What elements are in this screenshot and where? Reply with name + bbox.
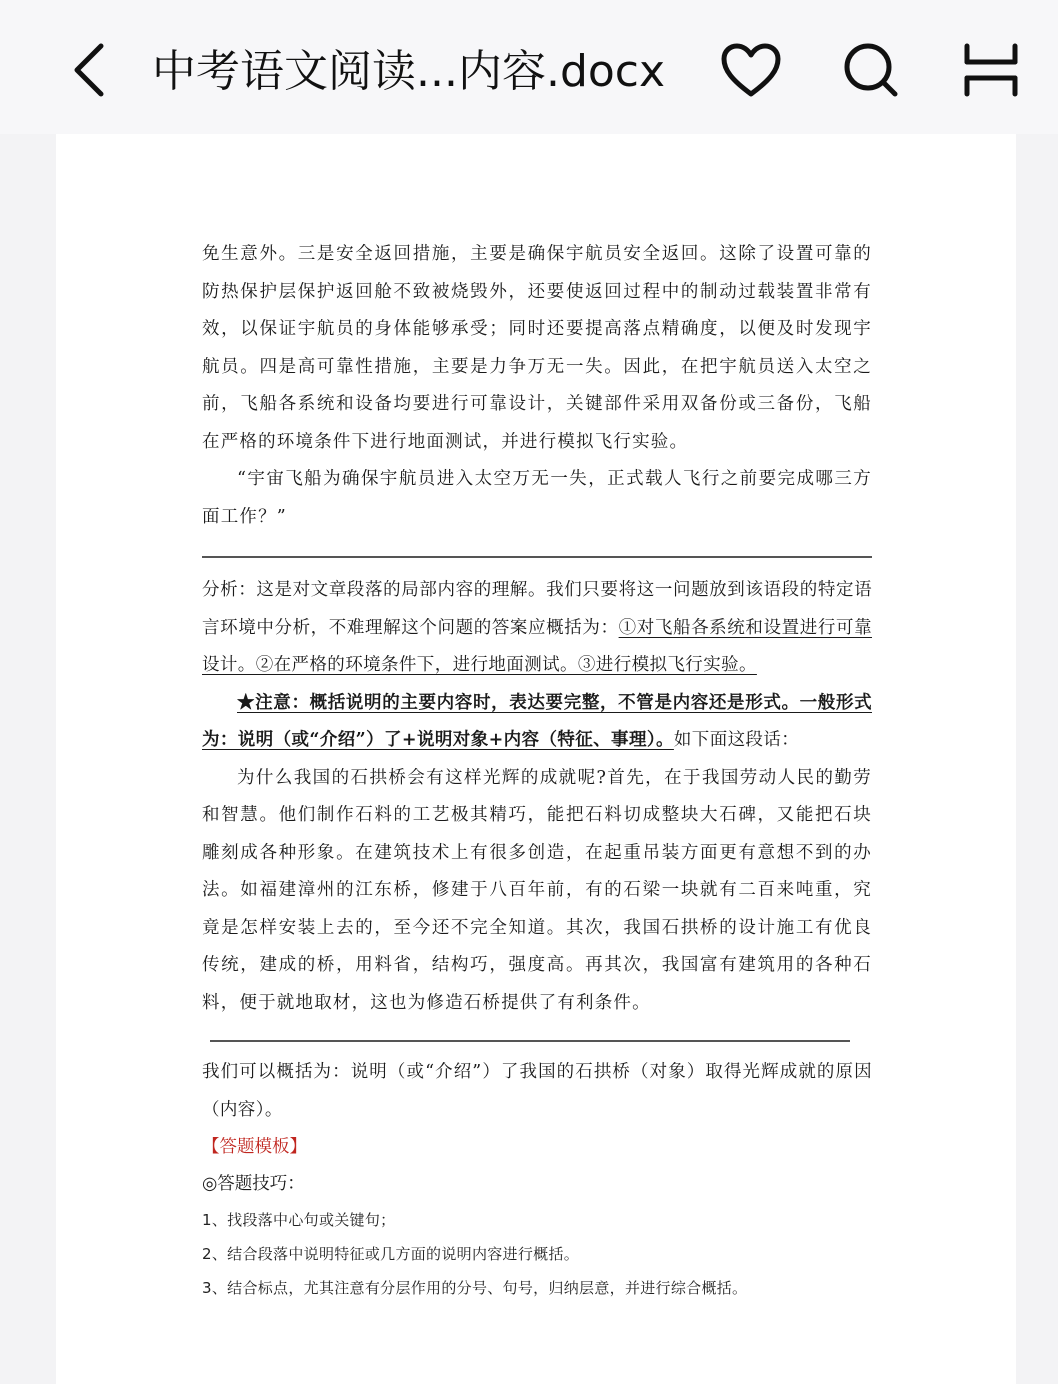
analysis-paragraph: [202, 572, 872, 685]
analysis-lead: 分析：这是对文章段落的局部内容的理解。我们只要将这一问题放到该语段的特定语言环境中分析，不难理解这个问题的答案应概括为：: [202, 580, 872, 638]
document-page: [56, 134, 1016, 1384]
favorite-button[interactable]: [706, 30, 796, 110]
tip-item-2: 2、结合段落中说明特征或几方面的说明内容进行概括。: [202, 1245, 580, 1263]
heart-icon: [720, 42, 782, 98]
search-button[interactable]: [826, 30, 916, 110]
paragraph-stone-bridge: 为什么我国的石拱桥会有这样光辉的成就呢?首先，在于我国劳动人民的勤劳和智慧。他们制作石料的工艺极其精巧，能把石料切成整块大石碑，又能把石块雕刻成各种形象。在建筑技术上有很多创造，在起重吊装方面更有意想不到的办法。如福建漳州的江东桥，修建于八百年前，有的石梁一块就有二百来吨重，究竟是怎样安装上去的，至今还不完全知道。其次，我国石拱桥的设计施工有优良传统，建成的桥，用料省，结构巧，强度高。再其次，我国富有建筑用的各种石料，便于就地取材，这也为修造石桥提供了有利条件。: [202, 767, 872, 1013]
note-paragraph: [202, 685, 872, 760]
document-title: 中考语文阅读...内容.docx: [152, 46, 666, 97]
tip-item-3: 3、结合标点，尤其注意有分层作用的分号、句号，归纳层意，并进行综合概括。: [202, 1279, 748, 1297]
tips-heading: ◎答题技巧：: [202, 1174, 305, 1194]
summary-paragraph: 我们可以概括为：说明（或“介绍”）了我国的石拱桥（对象）取得光辉成就的原因（内容）。: [202, 1062, 872, 1120]
divider-line-2: [210, 1040, 850, 1042]
document-content: [202, 236, 872, 1305]
paragraph-spacecraft-measures: 免生意外。三是安全返回措施，主要是确保宇航员安全返回。这除了设置可靠的防热保护层保护返回舱不致被烧毁外，还要使返回过程中的制动过载装置非常有效，以保证宇航员的身体能够承受；同时还要提高落点精确度，以便及时发现宇航员。四是高可靠性措施，主要是力争万无一失。因此，在把宇航员送入太空之前，飞船各系统和设备均要进行可靠设计，关键部件采用双备份或三备份，飞船在严格的环境条件下进行地面测试，并进行模拟飞行实验。: [202, 244, 872, 452]
tip-item-1: 1、找段落中心句或关键句；: [202, 1211, 396, 1229]
more-menu-button[interactable]: [946, 30, 1036, 110]
search-icon: [841, 40, 901, 100]
question-text: “宇宙飞船为确保宇航员进入太空万无一失，正式载人飞行之前要完成哪三方面工作？”: [202, 469, 872, 527]
note-tail: 如下面这段话：: [673, 730, 800, 750]
back-button[interactable]: [44, 30, 134, 110]
note-bold: ★注意：概括说明的主要内容时，表达要完整，不管是内容还是形式。一般形式为：说明（或“介绍”）了+说明对象+内容（特征、事理）。: [202, 692, 872, 750]
template-heading: 【答题模板】: [202, 1137, 307, 1157]
app-top-bar: [0, 0, 1058, 134]
more-menu-icon: [961, 42, 1021, 98]
back-chevron-icon: [69, 40, 109, 100]
analysis-answer: ①对飞船各系统和设置进行可靠设计。②在严格的环境条件下，进行地面测试。③进行模拟飞行实验。: [202, 617, 872, 675]
divider-line: [202, 556, 872, 558]
